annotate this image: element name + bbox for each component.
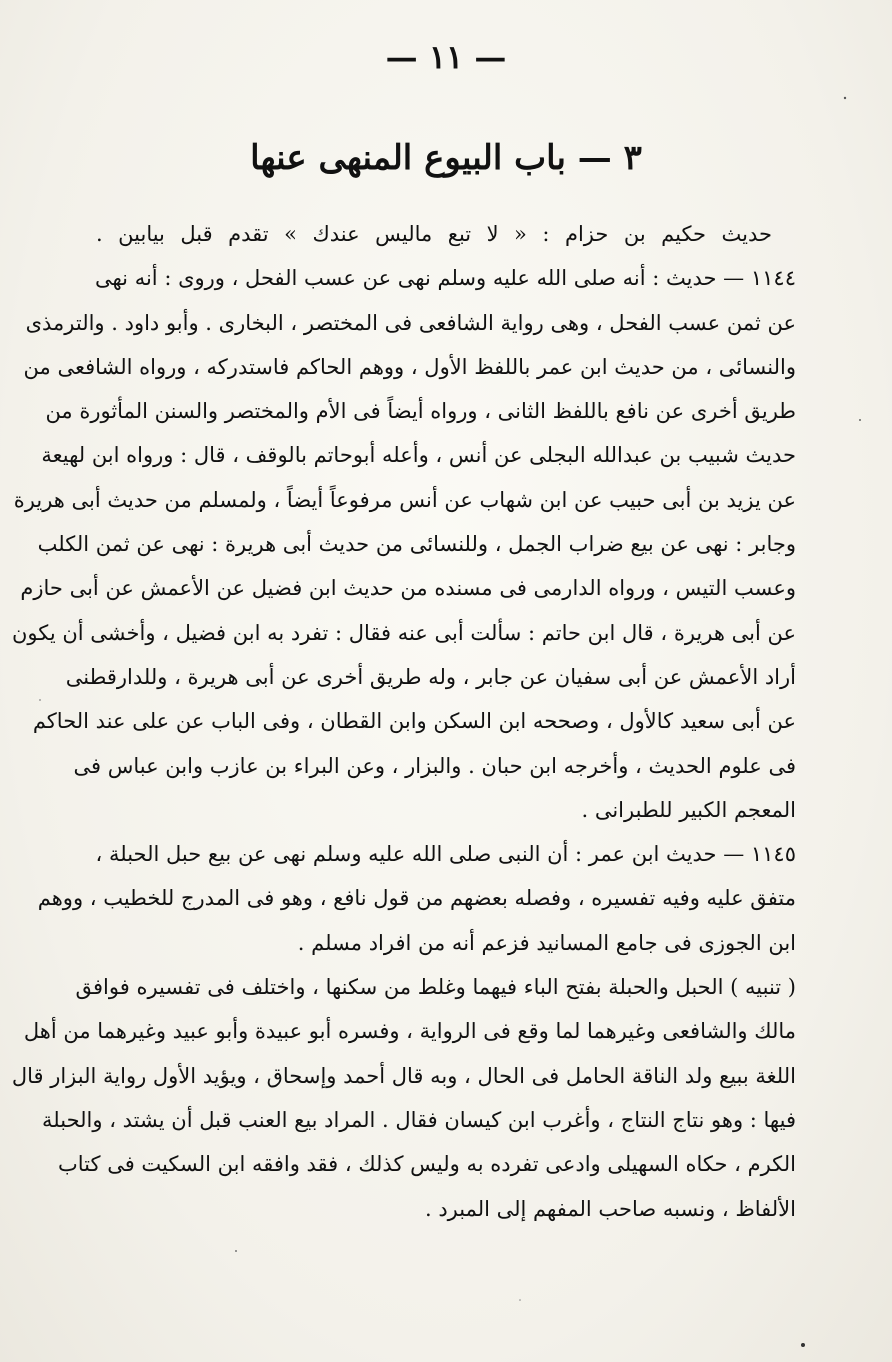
text-line: أراد الأعمش عن أبى سفيان عن جابر ، وله طريق أخرى عن أبى هريرة ، وللدارقطنى — [65, 664, 796, 689]
text-line: متفق عليه وفيه تفسيره ، وفصله بعضهم من قول نافع ، وهو فى المدرج للخطيب ، ووهم — [37, 886, 796, 911]
text-line: والنسائى ، من حديث ابن عمر باللفظ الأول ، ووهم الحاكم فاستدركه ، ورواه الشافعى من — [23, 354, 796, 379]
text-line: وجابر : نهى عن بيع ضراب الجمل ، وللنسائى من حديث أبى هريرة : نهى عن ثمن الكلب — [37, 532, 796, 557]
text-line: اللغة ببيع ولد الناقة الحامل فى الحال ، وبه قال أحمد وإسحاق ، ويؤيد الأول رواية البزار قال — [11, 1063, 796, 1088]
text-line: طريق أخرى عن نافع باللفظ الثانى ، ورواه أيضاً فى الأم والمختصر والسنن المأثورة من — [45, 399, 796, 424]
text-line: حديث شبيب بن عبدالله البجلى عن أنس ، وأعله أبوحاتم بالوقف ، قال : ورواه ابن لهيعة — [41, 443, 796, 468]
text-line: ١١٤٤ — حديث : أنه صلى الله عليه وسلم نهى عن عسب الفحل ، وروى : أنه نهى — [95, 266, 796, 291]
chapter-title: ٣ — باب البيوع المنهى عنها — [250, 138, 642, 178]
text-line: حديث حكيم بن حزام : « لا تبع ماليس عندك » تقدم قبل بيابين . — [96, 222, 772, 246]
text-line: المعجم الكبير للطبرانى . — [581, 797, 796, 822]
text-line: ابن الجوزى فى جامع المسانيد فزعم أنه من افراد مسلم . — [297, 930, 796, 955]
text-line: الكرم ، حكاه السهيلى وادعى تفرده به وليس كذلك ، فقد وافقه ابن السكيت فى كتاب — [58, 1152, 796, 1177]
text-line: ( تنبيه ) الحبل والحبلة بفتح الباء فيهما وغلط من سكنها ، واختلف فى تفسيره فوافق — [75, 975, 796, 1000]
text-line: الألفاظ ، ونسبه صاحب المفهم إلى المبرد . — [424, 1196, 796, 1221]
text-line: ١١٤٥ — حديث ابن عمر : أن النبى صلى الله عليه وسلم نهى عن بيع حبل الحبلة ، — [95, 842, 796, 867]
text-line: عن أبى هريرة ، قال ابن حاتم : سألت أبى عنه فقال : تفرد به ابن فضيل ، وأخشى أن يكون — [11, 620, 796, 645]
text-line: عن أبى سعيد كالأول ، وصححه ابن السكن وابن القطان ، وفى الباب عن على عند الحاكم — [32, 709, 796, 734]
text-line: مالك والشافعى وغيرهما لما وقع فى الرواية ، وفسره أبو عبيدة وأبو عبيد وغيرهما من أهل — [23, 1019, 796, 1044]
text-line: فيها : وهو نتاج النتاج ، وأغرب ابن كيسان فقال . المراد بيع العنب قبل أن يشتد ، والحبلة — [42, 1107, 796, 1132]
body-text — [11, 212, 796, 1231]
text-line: وعسب التيس ، ورواه الدارمى فى مسنده من حديث ابن فضيل عن الأعمش عن أبى حازم — [20, 576, 796, 601]
text-line: عن ثمن عسب الفحل ، وهى رواية الشافعى فى المختصر ، البخارى . وأبو داود . والترمذى — [25, 310, 796, 335]
text-line: فى علوم الحديث ، وأخرجه ابن حبان . والبزار ، وعن البراء بن عازب وابن عباس فى — [73, 753, 796, 778]
text-line: عن يزيد بن أبى حبيب عن ابن شهاب عن أنس مرفوعاً أيضاً ، ولمسلم من حديث أبى هريرة — [13, 487, 796, 512]
page-number: — ١١ — — [385, 38, 507, 76]
